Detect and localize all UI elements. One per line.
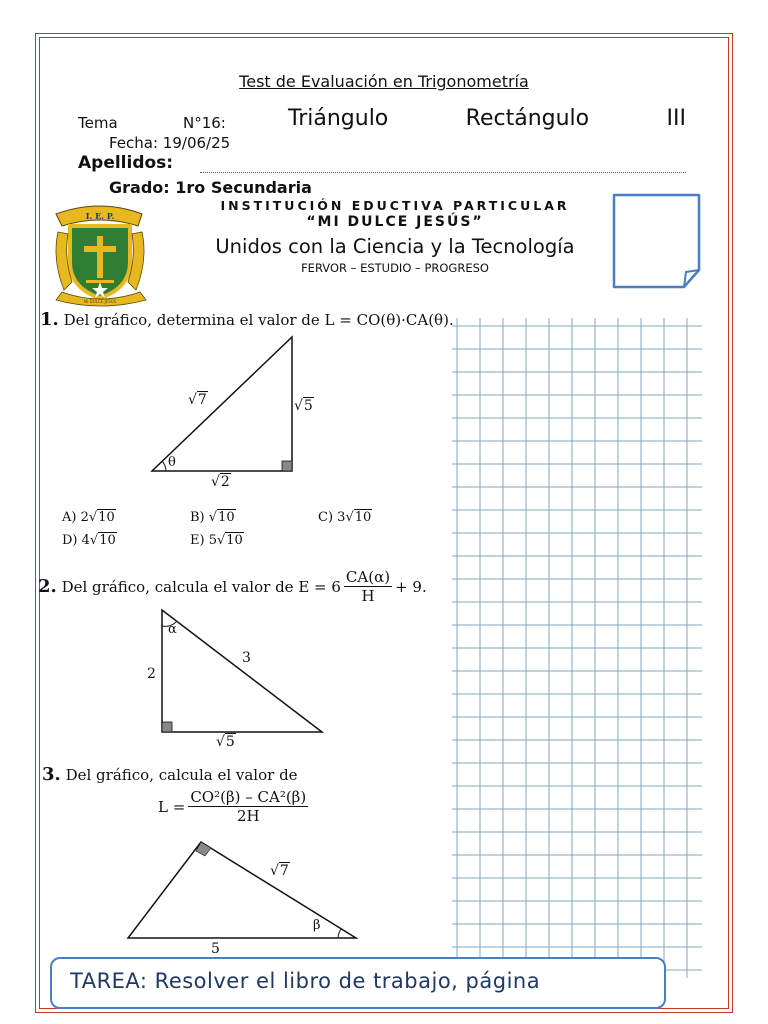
logo-banner: MI DULCE JESÚS — [83, 299, 117, 304]
question-3-fraction: $\frac{\text{CO²(β) – CA²(β)}}{2H}$ — [190, 788, 307, 825]
q1-option-a[interactable]: A) 2√10 — [62, 510, 115, 525]
school-values: FERVOR – ESTUDIO – PROGRESO — [301, 261, 489, 275]
q1-option-c[interactable]: C) 3√10 — [318, 510, 372, 525]
q1-angle-label: θ — [168, 455, 176, 470]
question-2-text: Del gráfico, calcula el valor de E = 6 — [61, 577, 341, 596]
q2-angle-label: α — [168, 622, 177, 637]
question-1 — [40, 309, 454, 330]
q2-left-label: 2 — [147, 666, 156, 682]
q2-hyp-label: 3 — [242, 650, 251, 666]
q1-option-b[interactable]: B) √10 — [190, 510, 235, 525]
homework-text: TAREA: Resolver el libro de trabajo, página — [70, 969, 541, 993]
question-2-fraction: $\frac{CA(\alpha)}{H}$ — [345, 568, 391, 605]
homework-box — [50, 957, 666, 1009]
graph-paper-grid — [452, 318, 702, 978]
grado-value: 1ro Secundaria — [175, 178, 312, 197]
question-3-text: Del gráfico, calcula el valor de — [65, 766, 298, 784]
logo-text: I. E. P. — [85, 211, 115, 221]
test-title: Test de Evaluación en Trigonometría — [239, 72, 529, 91]
question-2: 2. Del gráfico, calcula el valor de E = 6 $\frac{CA(\alpha)}{H}$ + 9. — [38, 568, 427, 605]
school-logo — [56, 206, 146, 306]
institution-line: INSTITUCIÓN EDUCTIVA PARTICULAR — [220, 198, 570, 213]
tema-number: N°16: — [183, 114, 226, 132]
q1-option-d[interactable]: D) 4√10 — [62, 533, 116, 548]
fecha: Fecha: 19/06/25 — [109, 134, 231, 152]
tema-name-word-1: Triángulo — [288, 106, 389, 131]
q1-adj-label: √2 — [211, 474, 230, 490]
grado-label: Grado: — [109, 178, 170, 197]
q3-angle-label: β — [313, 918, 321, 933]
q3-triangle — [128, 842, 356, 938]
question-3 — [42, 764, 298, 785]
school-name: “MI DULCE JESÚS” — [306, 214, 484, 230]
school-motto: Unidos con la Ciencia y la Tecnología — [215, 235, 575, 258]
q2-bottom-label: √5 — [216, 734, 235, 750]
q1-hyp-label: √7 — [188, 392, 207, 408]
q1-opp-label: √5 — [294, 398, 313, 414]
tema-name-word-2: Rectángulo — [465, 106, 590, 131]
question-3-formula: L = $\frac{\text{CO²(β) – CA²(β)}}{2H}$ — [158, 788, 307, 825]
q1-option-e[interactable]: E) 5√10 — [190, 533, 243, 548]
q3-hyp-label: √7 — [270, 863, 289, 879]
question-1-number: 1. — [40, 309, 59, 330]
cross-icon — [97, 236, 103, 278]
tema-label: Tema — [78, 114, 118, 132]
note-page-icon — [614, 195, 699, 287]
question-2-number: 2. — [38, 576, 57, 597]
tema-name-word-3: III — [666, 106, 686, 131]
q2-triangle — [162, 610, 322, 732]
apellidos-label: Apellidos: — [78, 153, 174, 173]
question-1-text: Del gráfico, determina el valor de L = CO(θ)·CA(θ). — [63, 311, 454, 329]
q3-bottom-label: 5 — [211, 941, 220, 957]
question-3-number: 3. — [42, 764, 61, 785]
q1-triangle — [152, 337, 292, 471]
